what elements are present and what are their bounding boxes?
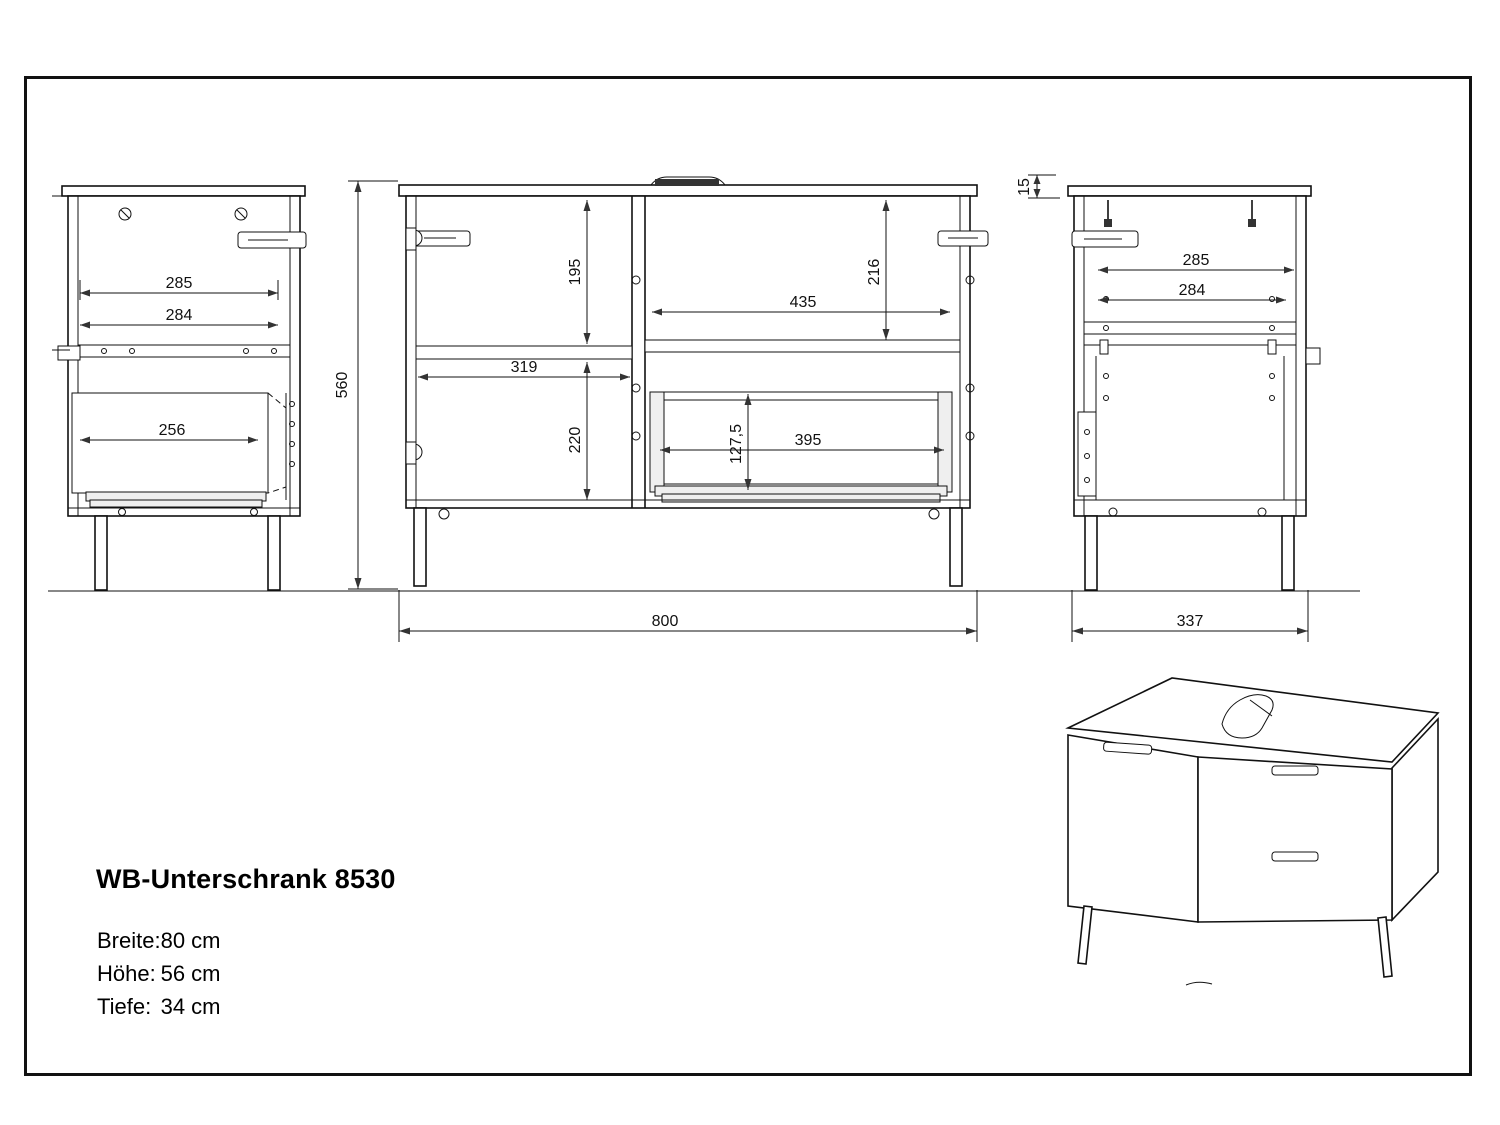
dim-216: 216 <box>866 258 883 286</box>
dim-15: 15 <box>1016 178 1033 196</box>
perspective-view <box>1068 678 1438 985</box>
spec-label-height: Höhe: <box>97 961 156 986</box>
spec-value-width: 80 cm <box>160 928 221 953</box>
dim-127-5: 127,5 <box>728 423 745 465</box>
front-view <box>399 177 988 642</box>
dim-395: 395 <box>794 432 822 449</box>
spec-value-height: 56 cm <box>160 961 221 986</box>
dim-256: 256 <box>158 422 186 439</box>
spec-row-height <box>97 959 221 992</box>
side-view-right <box>1016 175 1320 642</box>
spec-value-depth: 34 cm <box>160 994 221 1019</box>
spec-row-width <box>97 926 221 959</box>
dim-195: 195 <box>567 258 584 286</box>
dim-284-left: 284 <box>165 307 193 324</box>
dim-height-560 <box>334 181 398 589</box>
spec-list <box>97 926 221 1025</box>
dim-319: 319 <box>510 359 538 376</box>
dim-560: 560 <box>334 371 351 399</box>
dim-284-right: 284 <box>1178 282 1206 299</box>
dim-285-left: 285 <box>165 275 193 292</box>
dim-800: 800 <box>651 613 679 630</box>
dim-435: 435 <box>789 294 817 311</box>
spec-row-depth <box>97 992 221 1025</box>
spec-label-depth: Tiefe: <box>97 994 152 1019</box>
dim-285-right: 285 <box>1182 252 1210 269</box>
dim-220: 220 <box>567 426 584 454</box>
spec-label-width: Breite: <box>97 928 161 953</box>
side-view-left <box>52 186 306 590</box>
page-title: WB-Unterschrank 8530 <box>96 864 396 894</box>
dim-337: 337 <box>1176 613 1204 630</box>
